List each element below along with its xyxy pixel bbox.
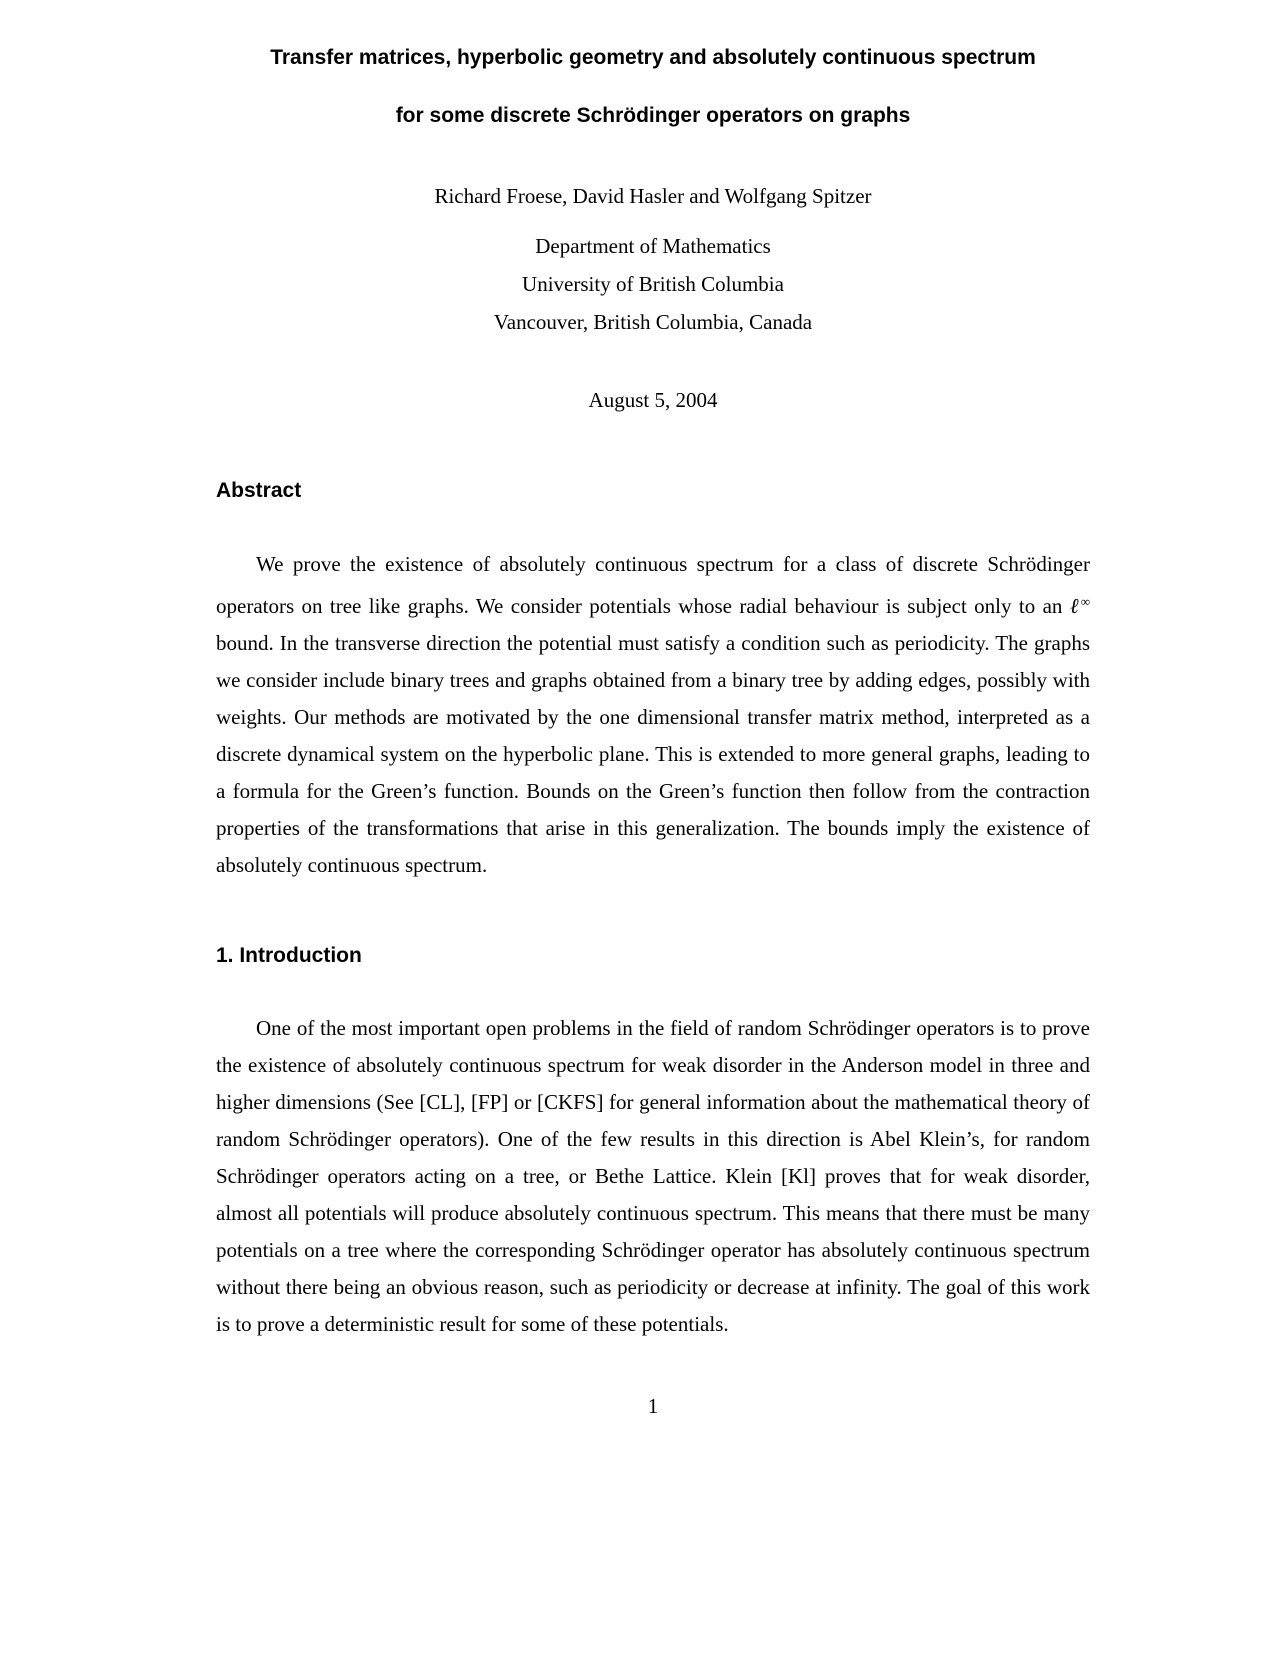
abstract-text-part-1: We prove the existence of absolutely continuous spectrum for a class of discrete Schrödinger operators on tree like graphs. We consider potentials whose radial behaviour is subject only to an <box>216 552 1090 618</box>
affiliation-department: Department of Mathematics <box>535 234 771 258</box>
introduction-paragraph: One of the most important open problems in the field of random Schrödinger operators is to prove the existence of absolutely continuous spectrum for weak disorder in the Anderson model in three and higher dimensions (See [CL], [FP] or [CKFS] for general information about the mathematical theory of random Schrödinger operators). One of the few results in this direction is Abel Klein’s, for random Schrödinger operators acting on a tree, or Bethe Lattice. Klein [Kl] proves that for weak disorder, almost all potentials will produce absolutely continuous spectrum. This means that there must be many potentials on a tree where the corresponding Schrödinger operator has absolutely continuous spectrum without there being an obvious reason, such as periodicity or decrease at infinity. The goal of this work is to prove a deterministic result for some of these potentials. <box>216 1016 1090 1336</box>
introduction-heading: 1. Introduction <box>216 944 362 967</box>
authors: Richard Froese, David Hasler and Wolfgang Spitzer <box>434 184 872 208</box>
abstract-text-part-2: bound. In the transverse direction the potential must satisfy a condition such as periodicity. The graphs we consider include binary trees and graphs obtained from a binary tree by adding edges, possibly with weights. Our methods are motivated by the one dimensional transfer matrix method, interpreted as a discrete dynamical system on the hyperbolic plane. This is extended to more general graphs, leading to a formula for the Green’s function. Bounds on the Green’s function then follow from the contraction properties of the transformations that arise in this generalization. The bounds imply the existence of absolutely continuous spectrum. <box>216 631 1090 877</box>
paper-page <box>216 0 1090 1656</box>
paper-date: August 5, 2004 <box>588 388 718 412</box>
paper-title-line-1: Transfer matrices, hyperbolic geometry and absolutely continuous spectrum <box>270 46 1036 69</box>
page-number: 1 <box>647 1394 659 1418</box>
abstract-heading: Abstract <box>216 479 302 502</box>
ell-symbol: ℓ <box>1069 594 1081 618</box>
abstract-paragraph <box>216 546 1090 884</box>
affiliation-location: Vancouver, British Columbia, Canada <box>493 310 813 334</box>
infinity-superscript: ∞ <box>1080 594 1090 609</box>
paper-title-line-2: for some discrete Schrödinger operators on graphs <box>395 104 911 127</box>
affiliation-university: University of British Columbia <box>522 272 784 296</box>
